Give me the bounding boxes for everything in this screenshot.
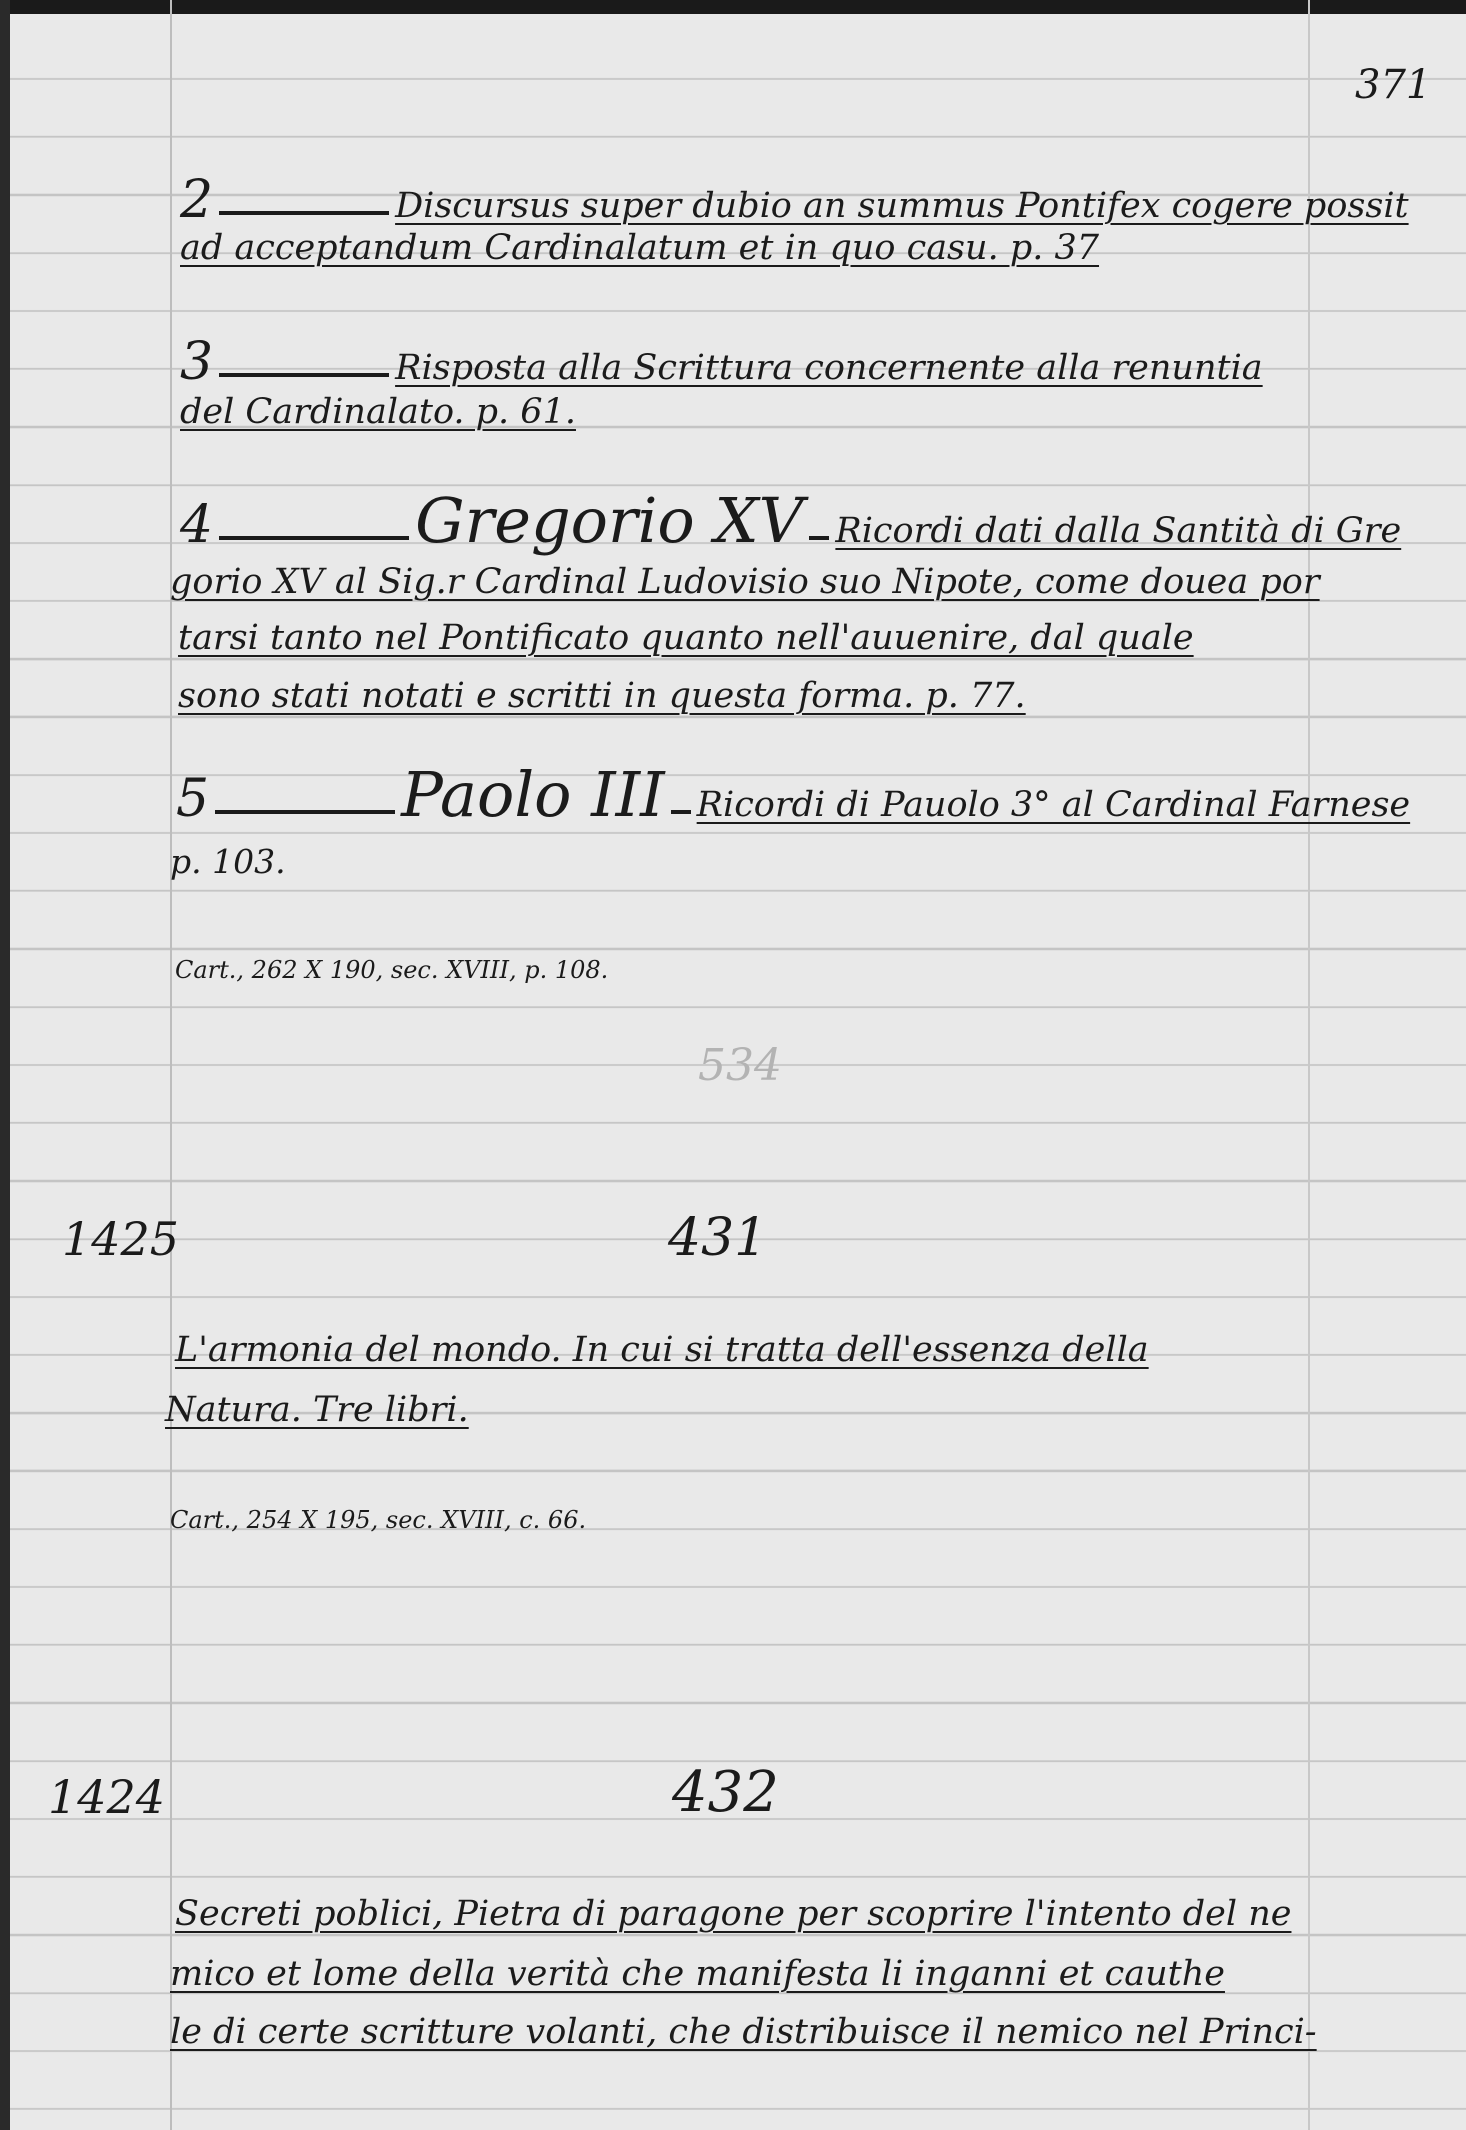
item-2-line-1	[180, 170, 1409, 230]
entry-432-line-3: le di certe scritture volanti, che distribuisce il nemico nel Princi-	[170, 2012, 1317, 2052]
entry-432-number: 432	[672, 1760, 779, 1825]
item-4-text: Ricordi dati dalla Santità di Gre	[835, 511, 1402, 551]
entry-432-line-2: mico et lome della verità che manifesta li inganni et cauthe	[170, 1954, 1225, 1994]
entry-431-line-1: L'armonia del mondo. In cui si tratta dell'essenza della	[175, 1330, 1149, 1370]
item-dash	[219, 373, 389, 377]
item-5-line-2: p. 103.	[170, 842, 286, 881]
entry-432-line-1: Secreti poblici, Pietra di paragone per scoprire l'intento del ne	[175, 1894, 1292, 1934]
item-dash	[809, 536, 829, 540]
item-dash	[215, 810, 395, 814]
item-4-line-2: gorio XV al Sig.r Cardinal Ludovisio suo Nipote, come douea por	[170, 562, 1320, 602]
item-5-text: Ricordi di Pauolo 3° al Cardinal Farnese	[696, 785, 1411, 825]
item-5-line-1	[176, 758, 1410, 831]
entry-431-number: 431	[668, 1208, 768, 1268]
scan-top-edge	[0, 0, 1466, 14]
scan-left-edge	[0, 0, 10, 2130]
item-dash	[219, 536, 409, 540]
item-dash	[671, 810, 691, 814]
item-dash	[219, 211, 389, 215]
entry-431-note: Cart., 254 X 195, sec. XVIII, c. 66.	[170, 1506, 587, 1534]
item-3-line-1	[180, 332, 1263, 392]
item-5-number: 5	[176, 769, 210, 829]
item-2-number: 2	[180, 170, 214, 230]
left-margin-rule	[170, 0, 172, 2130]
entry-432-old-number: 1424	[48, 1770, 166, 1824]
item-3-line-2: del Cardinalato. p. 61.	[180, 392, 576, 432]
faint-bleed-through-number: 534	[698, 1040, 782, 1091]
page-number: 371	[1355, 62, 1432, 108]
item-4-line-1	[180, 484, 1401, 557]
item-3-number: 3	[180, 332, 214, 392]
item-2-text: Discursus super dubio an summus Pontifex cogere possit	[395, 186, 1409, 226]
item-4-line-3: tarsi tanto nel Pontificato quanto nell'auuenire, dal quale	[178, 618, 1194, 658]
item-4-number: 4	[180, 495, 214, 555]
item-4-line-4: sono stati notati e scritti in questa forma. p. 77.	[178, 676, 1026, 716]
item-4-name: Gregorio XV	[415, 484, 804, 557]
item-3-text: Risposta alla Scrittura concernente alla renuntia	[395, 348, 1263, 388]
entry-431-line-2: Natura. Tre libri.	[165, 1390, 469, 1430]
physical-description-note: Cart., 262 X 190, sec. XVIII, p. 108.	[175, 956, 609, 984]
item-5-name: Paolo III	[401, 758, 665, 831]
right-margin-rule	[1308, 0, 1310, 2130]
item-2-line-2: ad acceptandum Cardinalatum et in quo casu. p. 37	[180, 228, 1100, 268]
entry-431-old-number: 1425	[62, 1212, 180, 1266]
